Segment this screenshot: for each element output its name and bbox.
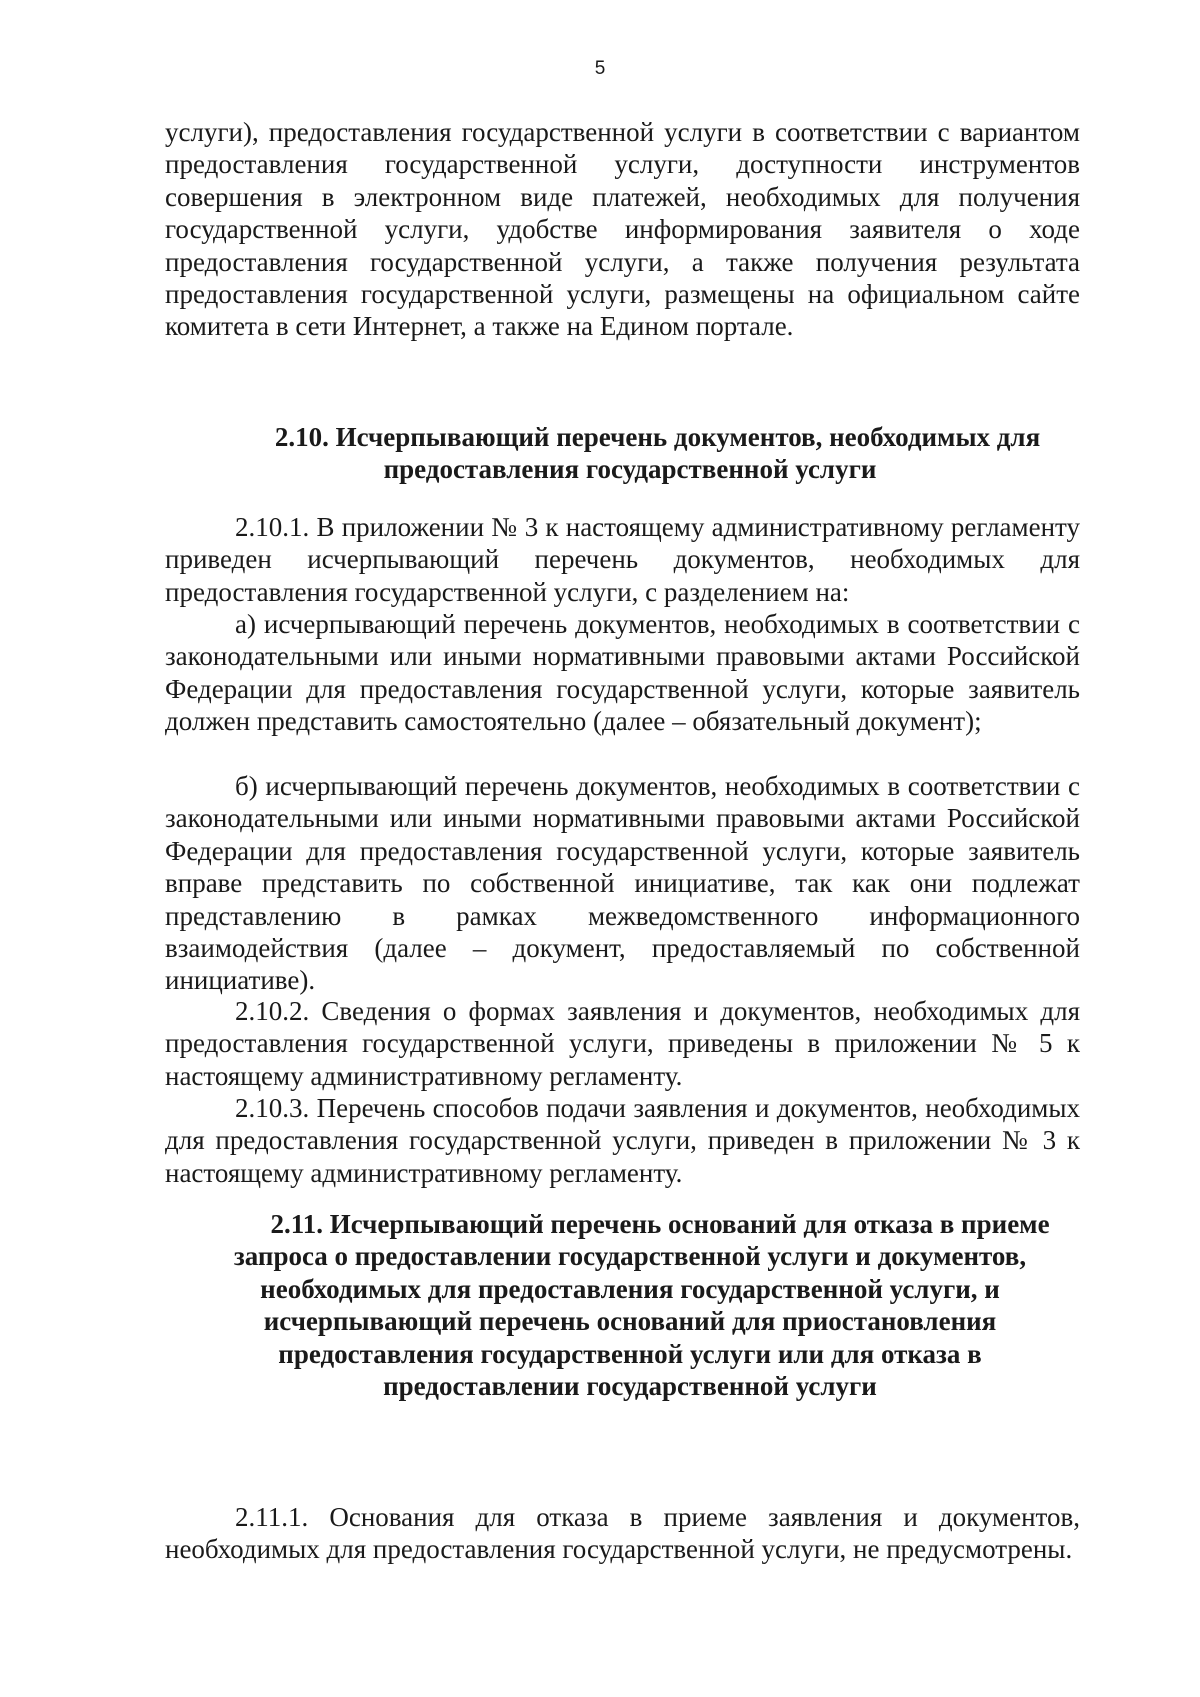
page-number: 5 — [594, 58, 606, 79]
intro-paragraph: услуги), предоставления государственной услуги в соответствии с вариантом предоставления государственной услуги, доступности инструментов совершения в электронном виде платежей, необходимых для получения государственной услуги, удобстве информирования заявителя о ходе предоставления государственной услуги, а также получения результата предоставления государственной услуги, размещены на официальном сайте комитета в сети Интернет, а также на Едином портале. — [165, 117, 1080, 342]
paragraph-2-10-1: 2.10.1. В приложении № 3 к настоящему административному регламенту приведен исчерпывающий перечень документов, необходимых для предоставления государственной услуги, с разделением на: — [165, 512, 1080, 607]
list-item-b: б) исчерпывающий перечень документов, необходимых в соответствии с законодательными или иными нормативными правовыми актами Российской Федерации для предоставления государственной услуги, которые заявитель вправе представить по собственной инициативе, так как они подлежат представлению в рамках межведомственного информационного взаимодействия (далее – документ, предоставляемый по собственной инициативе). — [165, 771, 1080, 996]
section-2-10-heading — [150, 421, 1110, 486]
section-2-11-heading-line2: запроса о предоставлении государственной услуги и документов, — [233, 1241, 1027, 1272]
section-2-11-heading-line6: предоставлении государственной услуги — [383, 1371, 877, 1402]
paragraph-2-11-1: 2.11.1. Основания для отказа в приеме заявления и документов, необходимых для предоставления государственной услуги, не предусмотрены. — [165, 1502, 1080, 1565]
list-item-a: а) исчерпывающий перечень документов, необходимых в соответствии с законодательными или иными нормативными правовыми актами Российской Федерации для предоставления государственной услуги, которые заявитель должен представить самостоятельно (далее – обязательный документ); — [165, 609, 1080, 737]
paragraph-2-10-2: 2.10.2. Сведения о формах заявления и документов, необходимых для предоставления государственной услуги, приведены в приложении № 5 к настоящему административному регламенту. — [165, 996, 1080, 1091]
section-2-11-heading-line4: исчерпывающий перечень оснований для приостановления — [263, 1306, 997, 1337]
section-2-10-heading-line1: 2.10. Исчерпывающий перечень документов, необходимых для — [274, 422, 1041, 452]
section-2-11-heading-line3: необходимых для предоставления государственной услуги, и — [260, 1273, 1000, 1304]
section-2-11-heading-line1: 2.11. Исчерпывающий перечень оснований для отказа в приеме — [270, 1209, 1050, 1239]
paragraph-2-10-3: 2.10.3. Перечень способов подачи заявления и документов, необходимых для предоставления государственной услуги, приведен в приложении № 3 к настоящему административному регламенту. — [165, 1093, 1080, 1188]
section-2-11-heading — [150, 1208, 1110, 1402]
section-2-10-heading-line2: предоставления государственной услуги — [383, 454, 877, 485]
section-2-11-heading-line5: предоставления государственной услуги или для отказа в — [278, 1338, 982, 1369]
